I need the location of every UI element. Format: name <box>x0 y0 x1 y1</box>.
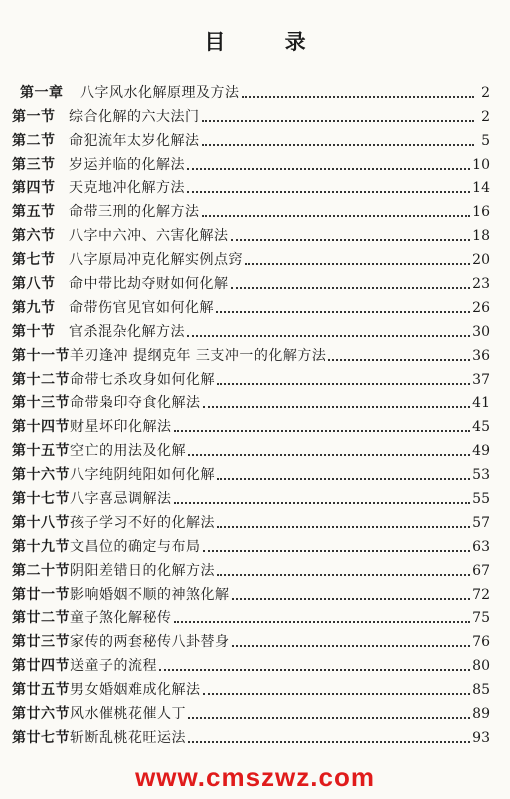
toc-page-number: 53 <box>472 467 490 484</box>
toc-entry-title: 孩子学习不好的化解法 <box>70 514 215 531</box>
toc-page-number: 41 <box>472 395 490 412</box>
toc-entry-label <box>12 729 186 747</box>
toc-page-number: 30 <box>472 323 490 340</box>
dot-leader <box>203 550 471 552</box>
toc-row[interactable] <box>12 197 490 221</box>
toc-page-number: 20 <box>472 252 490 269</box>
toc-entry-label <box>12 394 201 412</box>
dot-leader <box>217 574 470 576</box>
toc-row[interactable] <box>12 126 490 150</box>
toc-page-number: 63 <box>472 538 490 555</box>
toc-entry-title: 命带七杀攻身如何化解 <box>70 371 215 388</box>
toc-page-number: 55 <box>472 491 490 508</box>
dot-leader <box>203 693 471 695</box>
dot-leader <box>203 406 471 408</box>
dot-leader <box>217 383 470 385</box>
toc-page-number: 2 <box>481 84 490 101</box>
toc-entry-title: 八字中六冲、六害化解法 <box>69 228 229 245</box>
toc-entry-label <box>12 681 201 699</box>
toc-page-number: 57 <box>472 514 490 531</box>
toc-section-number: 第十九节 <box>12 538 70 555</box>
toc-entry-title: 天克地冲化解方法 <box>69 180 185 197</box>
toc-entry-title: 命带三刑的化解方法 <box>69 204 200 221</box>
toc-page-number: 75 <box>472 610 490 627</box>
toc-entry-label <box>12 586 230 604</box>
toc-page-number: 67 <box>472 562 490 579</box>
toc-entry-title: 家传的两套秘传八卦替身 <box>70 634 230 651</box>
dot-leader <box>202 215 471 217</box>
toc-entry-label <box>12 323 185 341</box>
toc-section-number: 第十五节 <box>12 443 70 460</box>
toc-entry-title: 男女婚姻难成化解法 <box>70 682 201 699</box>
toc-entry-title: 八字原局冲克化解实例点窍 <box>69 252 243 269</box>
dot-leader <box>217 478 470 480</box>
toc-row[interactable] <box>12 412 490 436</box>
toc-entry-label <box>12 371 215 389</box>
toc-entry-label <box>12 251 243 269</box>
toc-row[interactable] <box>12 532 490 556</box>
toc-section-number: 第二节 <box>12 132 56 149</box>
dot-leader <box>159 669 470 671</box>
toc-entry-label <box>12 490 172 508</box>
toc-row[interactable] <box>12 365 490 389</box>
toc-entry-title: 文昌位的确定与布局 <box>70 538 201 555</box>
toc-section-number: 第六节 <box>12 228 56 245</box>
dot-leader <box>245 263 470 265</box>
toc-page-number: 89 <box>472 706 490 723</box>
toc-page-number: 80 <box>472 658 490 675</box>
toc-section-number: 第十四节 <box>12 419 70 436</box>
toc-section-number: 第廿七节 <box>12 729 70 746</box>
toc-section-number: 第廿五节 <box>12 682 70 699</box>
toc-row[interactable] <box>12 389 490 413</box>
toc-entry-title: 送童子的流程 <box>70 658 157 675</box>
toc-section-number: 第廿四节 <box>12 658 70 675</box>
toc-page-number: 93 <box>472 729 490 746</box>
toc-row[interactable] <box>12 269 490 293</box>
dot-leader <box>202 144 475 146</box>
toc-page-number: 85 <box>472 682 490 699</box>
toc-entry-label <box>12 347 326 365</box>
toc-row[interactable] <box>12 174 490 198</box>
toc-row[interactable] <box>12 341 490 365</box>
toc-section-number: 第廿二节 <box>12 610 70 627</box>
toc-section-number: 第一章 <box>20 84 64 101</box>
toc-section-number: 第五节 <box>12 204 56 221</box>
toc-entry-label <box>12 705 186 723</box>
toc-section-number: 第一节 <box>12 108 56 125</box>
toc-entry-label <box>12 418 172 436</box>
toc-entry-label <box>12 609 172 627</box>
toc-entry-label <box>12 466 215 484</box>
toc-entry-label <box>12 227 229 245</box>
dot-leader <box>216 311 470 313</box>
dot-leader <box>174 502 471 504</box>
toc-section-number: 第廿六节 <box>12 706 70 723</box>
toc-section-number: 第八节 <box>12 276 56 293</box>
toc-entry-title: 羊刃逢冲 提纲克年 三支冲一的化解方法 <box>70 347 327 364</box>
toc-section-number: 第廿三节 <box>12 634 70 651</box>
toc-entry-label <box>12 132 200 150</box>
toc-row[interactable] <box>12 723 490 747</box>
toc-entry-title: 空亡的用法及化解 <box>70 443 186 460</box>
toc-page-number: 72 <box>472 586 490 603</box>
toc-entry-label <box>12 657 157 675</box>
toc-entry-title: 命带伤官见官如何化解 <box>69 299 214 316</box>
toc-entry-title: 综合化解的六大法门 <box>69 108 200 125</box>
dot-leader <box>188 717 470 719</box>
table-of-contents <box>12 78 490 747</box>
toc-entry-title: 命犯流年太岁化解法 <box>69 132 200 149</box>
dot-leader <box>217 526 470 528</box>
toc-section-number: 第十八节 <box>12 514 70 531</box>
toc-entry-label <box>12 514 215 532</box>
toc-row[interactable] <box>12 627 490 651</box>
toc-entry-title: 官杀混杂化解方法 <box>69 323 185 340</box>
toc-row[interactable] <box>12 150 490 174</box>
toc-section-number: 第廿一节 <box>12 586 70 603</box>
toc-entry-label <box>12 203 200 221</box>
dot-leader <box>174 621 471 623</box>
toc-section-number: 第二十节 <box>12 562 70 579</box>
toc-entry-title: 财星坏印化解法 <box>70 419 172 436</box>
dot-leader <box>188 741 470 743</box>
toc-page-number: 23 <box>472 276 490 293</box>
dot-leader <box>231 239 471 241</box>
dot-leader <box>328 359 470 361</box>
dot-leader <box>232 645 471 647</box>
toc-page-number: 16 <box>472 204 490 221</box>
toc-entry-label <box>12 562 215 580</box>
toc-page-number: 37 <box>472 371 490 388</box>
toc-entry-label <box>12 108 200 126</box>
toc-row[interactable] <box>12 699 490 723</box>
toc-section-number: 第三节 <box>12 156 56 173</box>
toc-page-number: 18 <box>472 228 490 245</box>
dot-leader <box>202 120 475 122</box>
toc-page-number: 36 <box>472 347 490 364</box>
toc-entry-label <box>12 179 185 197</box>
toc-entry-title: 八字喜忌调解法 <box>70 491 172 508</box>
toc-section-number: 第十一节 <box>12 347 70 364</box>
dot-leader <box>174 430 471 432</box>
toc-section-number: 第十三节 <box>12 395 70 412</box>
toc-page-number: 10 <box>472 156 490 173</box>
toc-row[interactable] <box>12 293 490 317</box>
toc-entry-title: 命中带比劫夺财如何化解 <box>69 276 229 293</box>
toc-section-number: 第十六节 <box>12 467 70 484</box>
dot-leader <box>187 168 470 170</box>
toc-page-number: 45 <box>472 419 490 436</box>
toc-section-number: 第七节 <box>12 252 56 269</box>
page-title: 目 录 <box>204 29 332 54</box>
toc-page-number: 76 <box>472 634 490 651</box>
toc-entry-title: 阴阳差错日的化解方法 <box>70 562 215 579</box>
toc-row[interactable] <box>12 460 490 484</box>
toc-page-number: 14 <box>472 180 490 197</box>
toc-entry-label <box>12 299 214 317</box>
toc-row[interactable] <box>12 508 490 532</box>
toc-section-number: 第四节 <box>12 180 56 197</box>
toc-entry-label <box>12 275 229 293</box>
toc-page-number: 2 <box>481 108 490 125</box>
toc-section-number: 第十二节 <box>12 371 70 388</box>
toc-section-number: 第十节 <box>12 323 56 340</box>
toc-entry-label <box>12 156 185 174</box>
toc-row[interactable] <box>12 580 490 604</box>
toc-page-number: 26 <box>472 299 490 316</box>
dot-leader <box>187 191 470 193</box>
toc-row[interactable] <box>12 675 490 699</box>
toc-row[interactable] <box>12 436 490 460</box>
toc-page-number: 49 <box>472 443 490 460</box>
dot-leader <box>232 598 471 600</box>
dot-leader <box>187 335 470 337</box>
toc-entry-label <box>12 633 230 651</box>
toc-entry-title: 八字风水化解原理及方法 <box>80 84 240 101</box>
toc-row[interactable] <box>12 484 490 508</box>
toc-entry-title: 斩断乱桃花旺运法 <box>70 729 186 746</box>
toc-section-number: 第十七节 <box>12 491 70 508</box>
watermark-url: www.cmszwz.com <box>135 762 375 792</box>
toc-entry-label <box>12 538 201 556</box>
dot-leader <box>188 454 470 456</box>
toc-entry-title: 命带枭印夺食化解法 <box>70 395 201 412</box>
toc-row[interactable] <box>12 221 490 245</box>
toc-entry-title: 童子煞化解秘传 <box>70 610 172 627</box>
dot-leader <box>231 287 471 289</box>
toc-section-number: 第九节 <box>12 299 56 316</box>
toc-row[interactable] <box>12 317 490 341</box>
toc-row[interactable] <box>12 651 490 675</box>
toc-entry-title: 影响婚姻不顺的神煞化解 <box>70 586 230 603</box>
toc-page-number: 5 <box>481 132 490 149</box>
toc-row[interactable] <box>12 604 490 628</box>
toc-entry-title: 八字纯阴纯阳如何化解 <box>70 467 215 484</box>
toc-chapter-row[interactable] <box>12 78 490 102</box>
toc-entry-title: 岁运并临的化解法 <box>69 156 185 173</box>
toc-row[interactable] <box>12 102 490 126</box>
toc-row[interactable] <box>12 245 490 269</box>
dot-leader <box>242 96 475 98</box>
toc-entry-label <box>20 84 240 102</box>
toc-entry-label <box>12 442 186 460</box>
toc-entry-title: 风水催桃花催人丁 <box>70 706 186 723</box>
toc-row[interactable] <box>12 556 490 580</box>
